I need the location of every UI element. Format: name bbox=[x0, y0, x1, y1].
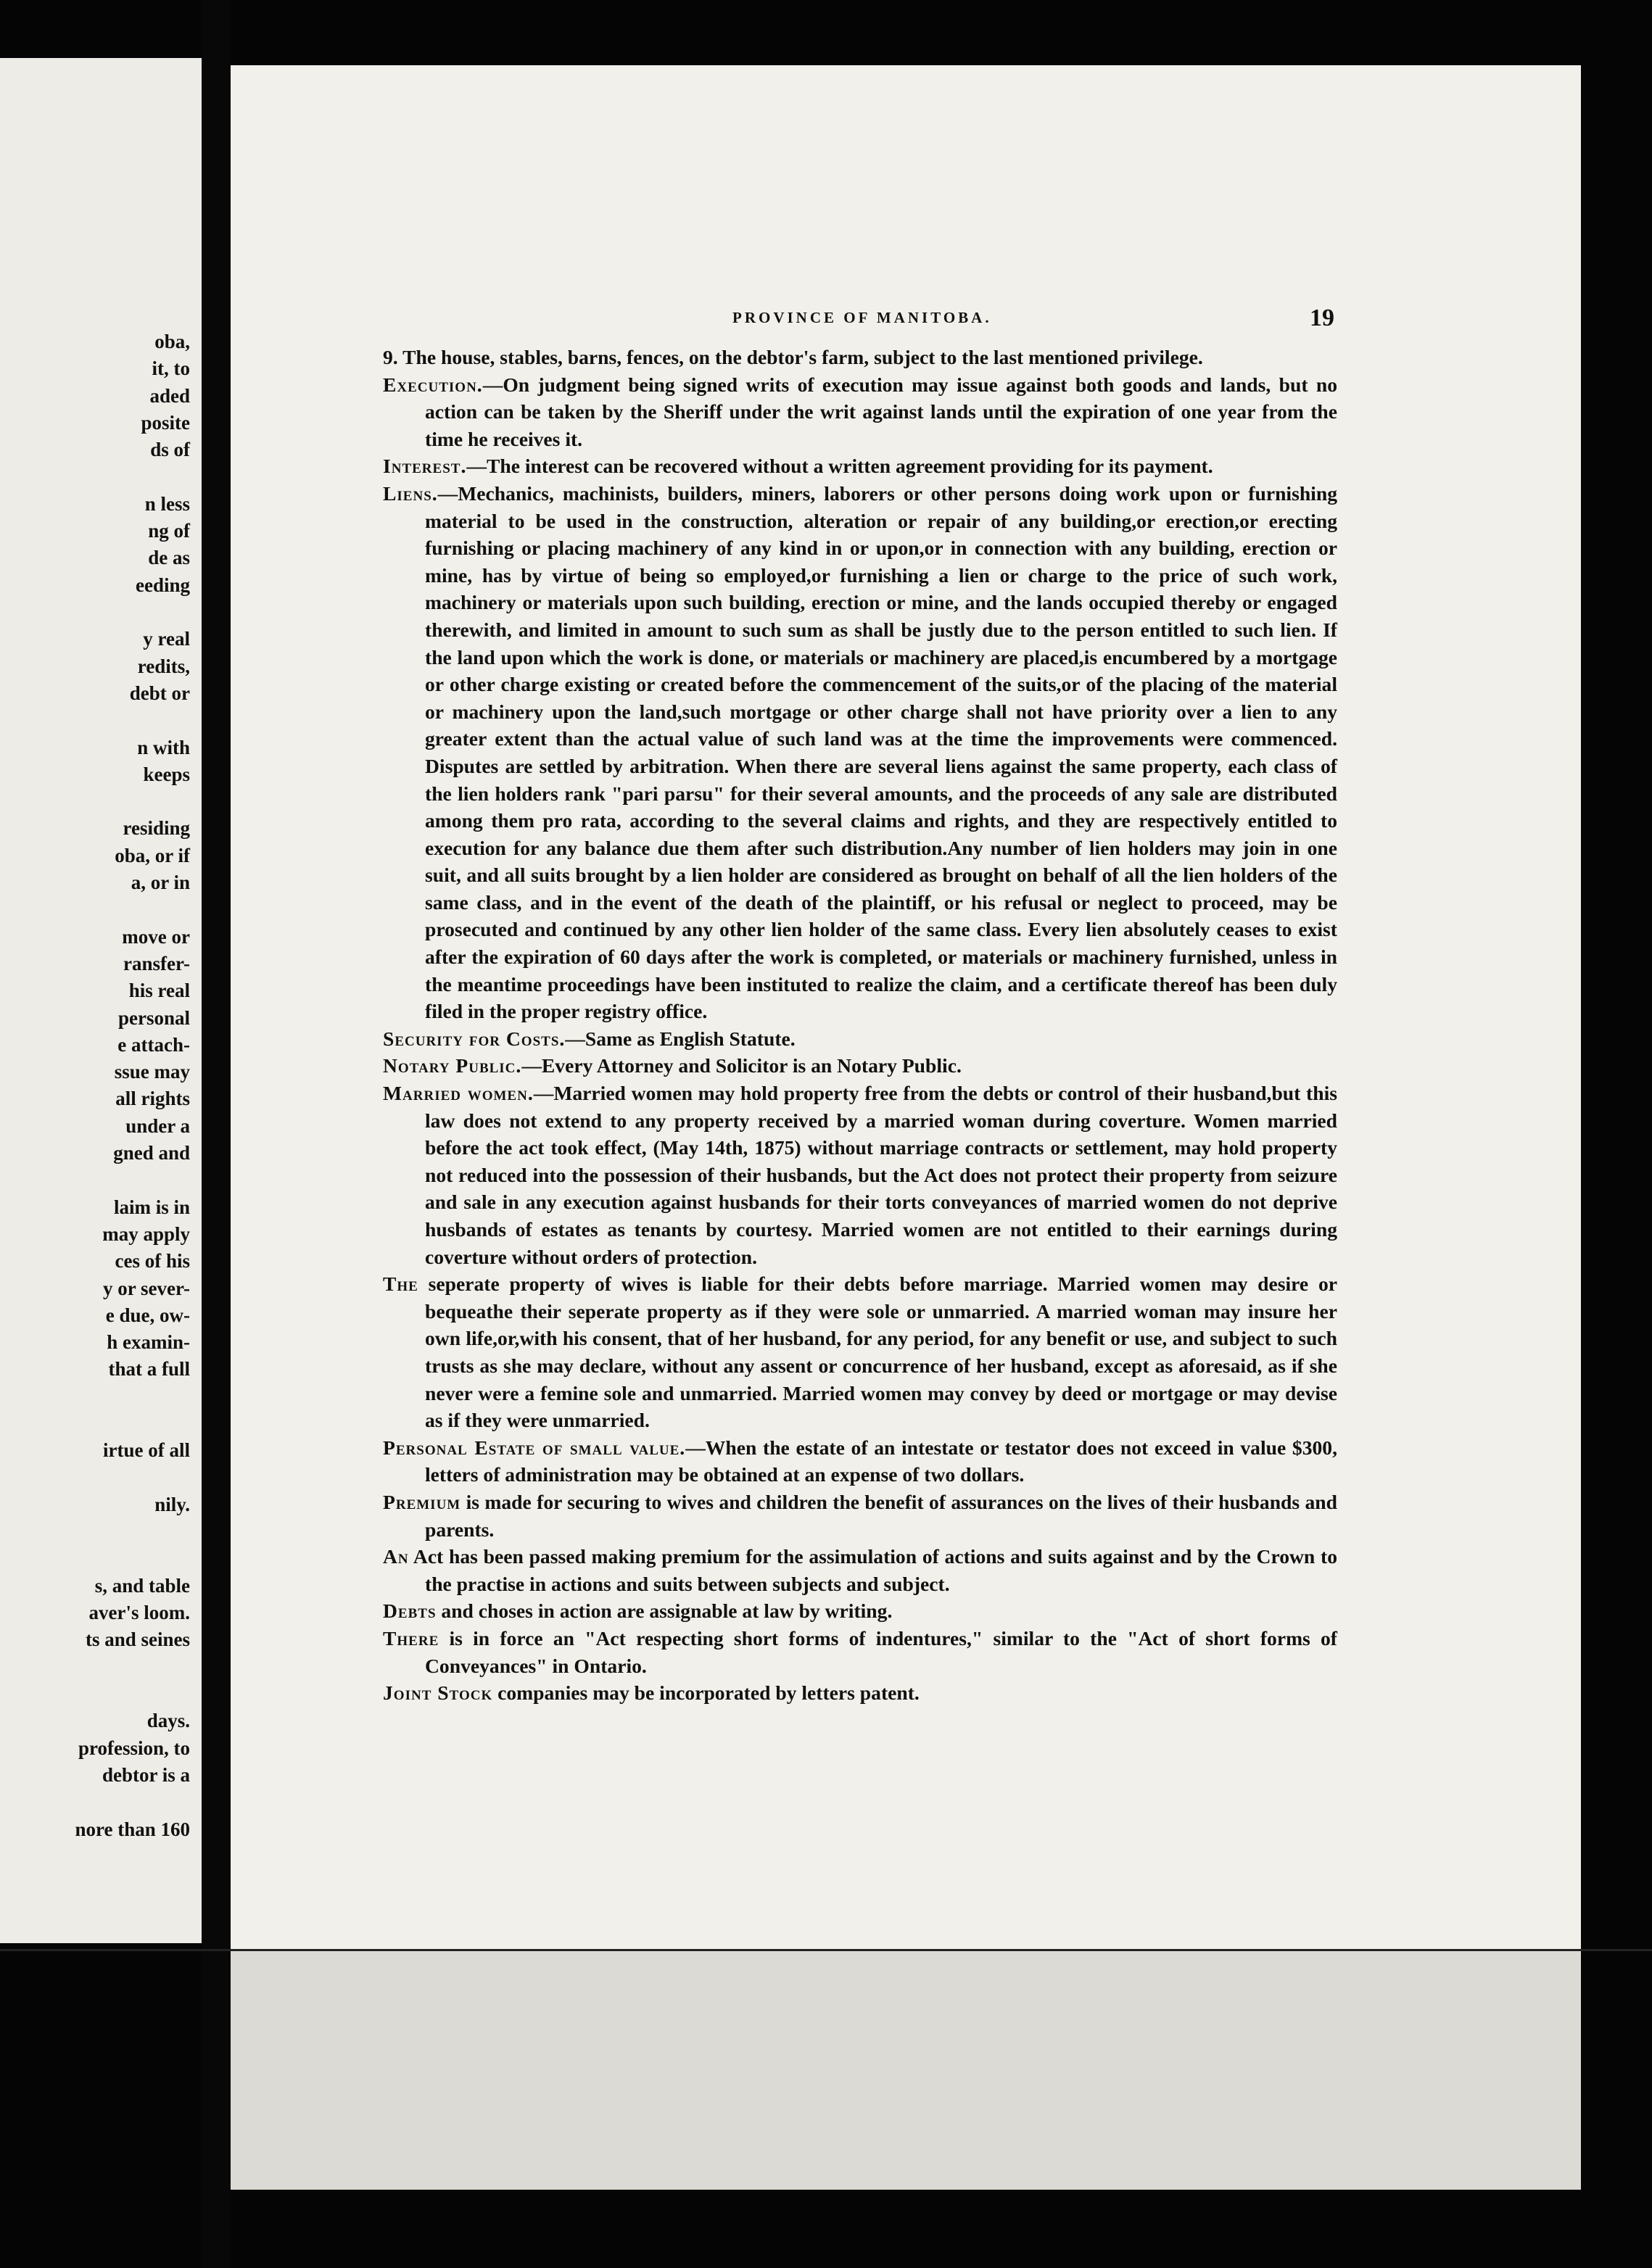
page-edge-rule bbox=[0, 1949, 1652, 1951]
paragraph bbox=[383, 1597, 1337, 1625]
left-page-line: his real bbox=[128, 980, 190, 1002]
paragraph-heading: The bbox=[383, 1272, 418, 1296]
left-page-line: ng of bbox=[148, 520, 190, 542]
left-page-line: it, to bbox=[152, 357, 190, 380]
paragraph-text: —Every Attorney and Solicitor is an Notary Public. bbox=[521, 1054, 962, 1077]
paragraph bbox=[383, 1025, 1337, 1053]
paragraph bbox=[383, 371, 1337, 453]
page-bottom-margin bbox=[231, 1950, 1581, 2190]
left-page-line: ces of his bbox=[115, 1250, 190, 1272]
paragraph bbox=[383, 480, 1337, 1025]
paragraph-heading: Debts bbox=[383, 1599, 437, 1623]
paragraph-heading: Execution. bbox=[383, 373, 483, 396]
left-page-line: posite bbox=[141, 411, 190, 434]
paragraph-text: —Married women may hold property free from the debts or control of their husband,but this law does not extend to any property received by a married woman during coverture. Women married before the act took effect, (May 14th, 1875) without marriage contracts or settlement, may hold property not reduced into the possession of their husbands, but the Act does not protect their property from seizure and sale in any execution against husbands for their torts conveyances of married women do not deprive husbands of estates as tenants by courtesy. Married women are not entitled to their earnings during coverture without orders of protection. bbox=[425, 1082, 1337, 1268]
paragraph-heading: Notary Public. bbox=[383, 1054, 522, 1077]
paragraph-text: —The interest can be recovered without a written agreement providing for its payment. bbox=[466, 455, 1213, 478]
left-page-line: a, or in bbox=[131, 872, 190, 893]
left-page-line: residing bbox=[123, 817, 190, 840]
left-page-line: y real bbox=[143, 628, 190, 650]
left-page-fragment bbox=[0, 58, 202, 1943]
left-page-line: move or bbox=[122, 925, 190, 948]
left-page-line: aded bbox=[149, 384, 190, 407]
paragraph bbox=[383, 1543, 1337, 1597]
left-page-line: that a full bbox=[108, 1358, 190, 1381]
left-page-line: personal bbox=[117, 1006, 190, 1029]
paragraph-text: companies may be incorporated by letters patent. bbox=[492, 1681, 920, 1705]
paragraph bbox=[383, 1489, 1337, 1543]
left-page-line: n with bbox=[137, 736, 190, 758]
paragraph-text: is in force an "Act respecting short forms of indentures," similar to the "Act of short forms of Conveyances" in Ontario. bbox=[425, 1626, 1337, 1677]
left-page-line: keeps bbox=[143, 763, 190, 785]
paragraph-text: seperate property of wives is liable for their debts before marriage. Married women may desire or bequeathe their seperate property as if they were sole or unmarried. A married woman may insure her own life,or,with his consent, that of her husband, for any period, for any benefit or use, and subject to such trusts as she may declare, without any assent or concurrence of her husband, except as aforesaid, as if she never were a femine sole and unmarried. Married women may convey by deed or mortgage or may devise as if they were unmarried. bbox=[418, 1272, 1337, 1432]
left-page-line: s, and table bbox=[94, 1574, 190, 1597]
left-page-line: profession, to bbox=[78, 1737, 190, 1759]
paragraph bbox=[383, 1270, 1337, 1434]
paragraph-heading: Joint Stock bbox=[383, 1681, 493, 1705]
left-page-line: y or sever- bbox=[103, 1277, 190, 1299]
paragraph bbox=[383, 1625, 1337, 1679]
paragraph bbox=[383, 1434, 1337, 1489]
left-page-line: debtor is a bbox=[102, 1763, 190, 1786]
left-page-line: all rights bbox=[115, 1088, 190, 1110]
paragraph-text: —On judgment being signed writs of execution may issue against both goods and lands, but no action can be taken by the Sheriff under the writ against lands until the expiration of one year from the time he receives it. bbox=[425, 373, 1337, 450]
left-page-line: oba, or if bbox=[115, 844, 190, 866]
running-title: PROVINCE OF MANITOBA. bbox=[732, 309, 992, 326]
left-page-line: nore than 160 bbox=[75, 1818, 190, 1840]
left-page-line: redits, bbox=[137, 655, 190, 677]
paragraph-heading: Interest. bbox=[383, 455, 467, 478]
left-page-line: irtue of all bbox=[103, 1439, 190, 1462]
paragraph-heading: Premium bbox=[383, 1490, 461, 1513]
paragraph bbox=[383, 1679, 1337, 1707]
paragraph-heading: An bbox=[383, 1545, 409, 1568]
paragraph bbox=[383, 452, 1337, 480]
left-page-line: e attach- bbox=[117, 1033, 190, 1056]
left-page-line: eeding bbox=[135, 574, 190, 596]
paragraph-heading: Married women. bbox=[383, 1082, 534, 1105]
paragraph-text: —Mechanics, machinists, builders, miners, laborers or other persons doing work upon or furnishing material to be used in the construction, alteration or repair of any building,or erection,or erecting furnishing or placing machinery of any kind in or upon,or in connection with any building, erection or mine, has by virtue of being so employed,or furnishing a lien or charge to the price of such work, machinery or materials upon such building, erection or mine, and the lands occupied thereby or engaged therewith, and limited in amount to such sum as shall be justly due to the person entitled to such lien. If the land upon which the work is done, or materials or machinery are placed,is encumbered by a mortgage or other charge existing or created before the commencement of the suits,or of the placing of the material or machinery upon the land,such mortgage or other charge shall not have priority over a lien to any greater extent than the actual value of such land was at the time the improvements were commenced. Disputes are settled by arbitration. When there are several liens against the same property, each class of the lien holders rank "pari parsu" for their several amounts, and the proceeds of any sale are distributed among them pro rata, according to the several claims and rights, and they are respectively entitled to execution for any balance due them after such distribution.Any number of lien holders may join in one suit, and all suits brought by a lien holder are considered as brought on behalf of all the lien holders of the same class, and in the event of the death of the plaintiff, or his refusal or neglect to proceed, may be prosecuted and continued by any other lien holder of the same class. Every lien absolutely ceases to exist after the expiration of 60 days after the work is completed, or materials or machinery furnished, unless in the meantime proceedings have been instituted to realize the claim, and a certificate thereof has been duly filed in the proper registry office. bbox=[425, 481, 1337, 1023]
left-page-line: nily. bbox=[154, 1493, 190, 1515]
left-page-line: ds of bbox=[150, 439, 190, 461]
left-page-line: may apply bbox=[102, 1222, 190, 1245]
paragraph bbox=[383, 1052, 1337, 1080]
left-page-line: ransfer- bbox=[123, 952, 190, 974]
left-page-line: laim is in bbox=[113, 1196, 190, 1218]
left-page-line: debt or bbox=[129, 682, 190, 704]
paragraph-heading: There bbox=[383, 1626, 439, 1650]
paragraph-text: Act has been passed making premium for the assimulation of actions and suits against and by the Crown to the practise in actions and suits between subjects and subject. bbox=[408, 1545, 1337, 1595]
paragraph bbox=[383, 344, 1337, 371]
paragraph bbox=[383, 1080, 1337, 1270]
left-page-line: oba, bbox=[154, 331, 190, 352]
left-page-line: h examin- bbox=[107, 1331, 190, 1354]
left-page-line: ts and seines bbox=[85, 1628, 190, 1651]
paragraph-text: —Same as English Statute. bbox=[565, 1027, 796, 1050]
paragraph-text: is made for securing to wives and children the benefit of assurances on the lives of their husbands and parents. bbox=[425, 1490, 1337, 1541]
paragraph-text: —When the estate of an intestate or testator does not exceed in value $300, letters of administration may be obtained at an expense of two dollars. bbox=[425, 1436, 1337, 1486]
document-body bbox=[383, 344, 1337, 1707]
left-page-line: ssue may bbox=[114, 1061, 190, 1083]
left-page-line: n less bbox=[144, 492, 190, 515]
left-page-line: under a bbox=[125, 1114, 190, 1137]
page-header bbox=[500, 305, 1334, 334]
page-number: 19 bbox=[1310, 305, 1334, 331]
paragraph-text: 9. The house, stables, barns, fences, on the debtor's farm, subject to the last mentioned privilege. bbox=[383, 346, 1203, 368]
left-page-line: e due, ow- bbox=[105, 1304, 190, 1326]
left-page-line: days. bbox=[146, 1710, 190, 1732]
left-page-line: gned and bbox=[113, 1142, 190, 1164]
paragraph-text: and choses in action are assignable at law by writing. bbox=[436, 1599, 893, 1623]
page-gutter bbox=[202, 0, 231, 2268]
left-page-line: aver's loom. bbox=[88, 1602, 190, 1624]
paragraph-heading: Liens. bbox=[383, 481, 438, 505]
left-page-line: de as bbox=[148, 547, 190, 569]
paragraph-heading: Security for Costs. bbox=[383, 1027, 566, 1050]
paragraph-heading: Personal Estate of small value. bbox=[383, 1436, 686, 1459]
